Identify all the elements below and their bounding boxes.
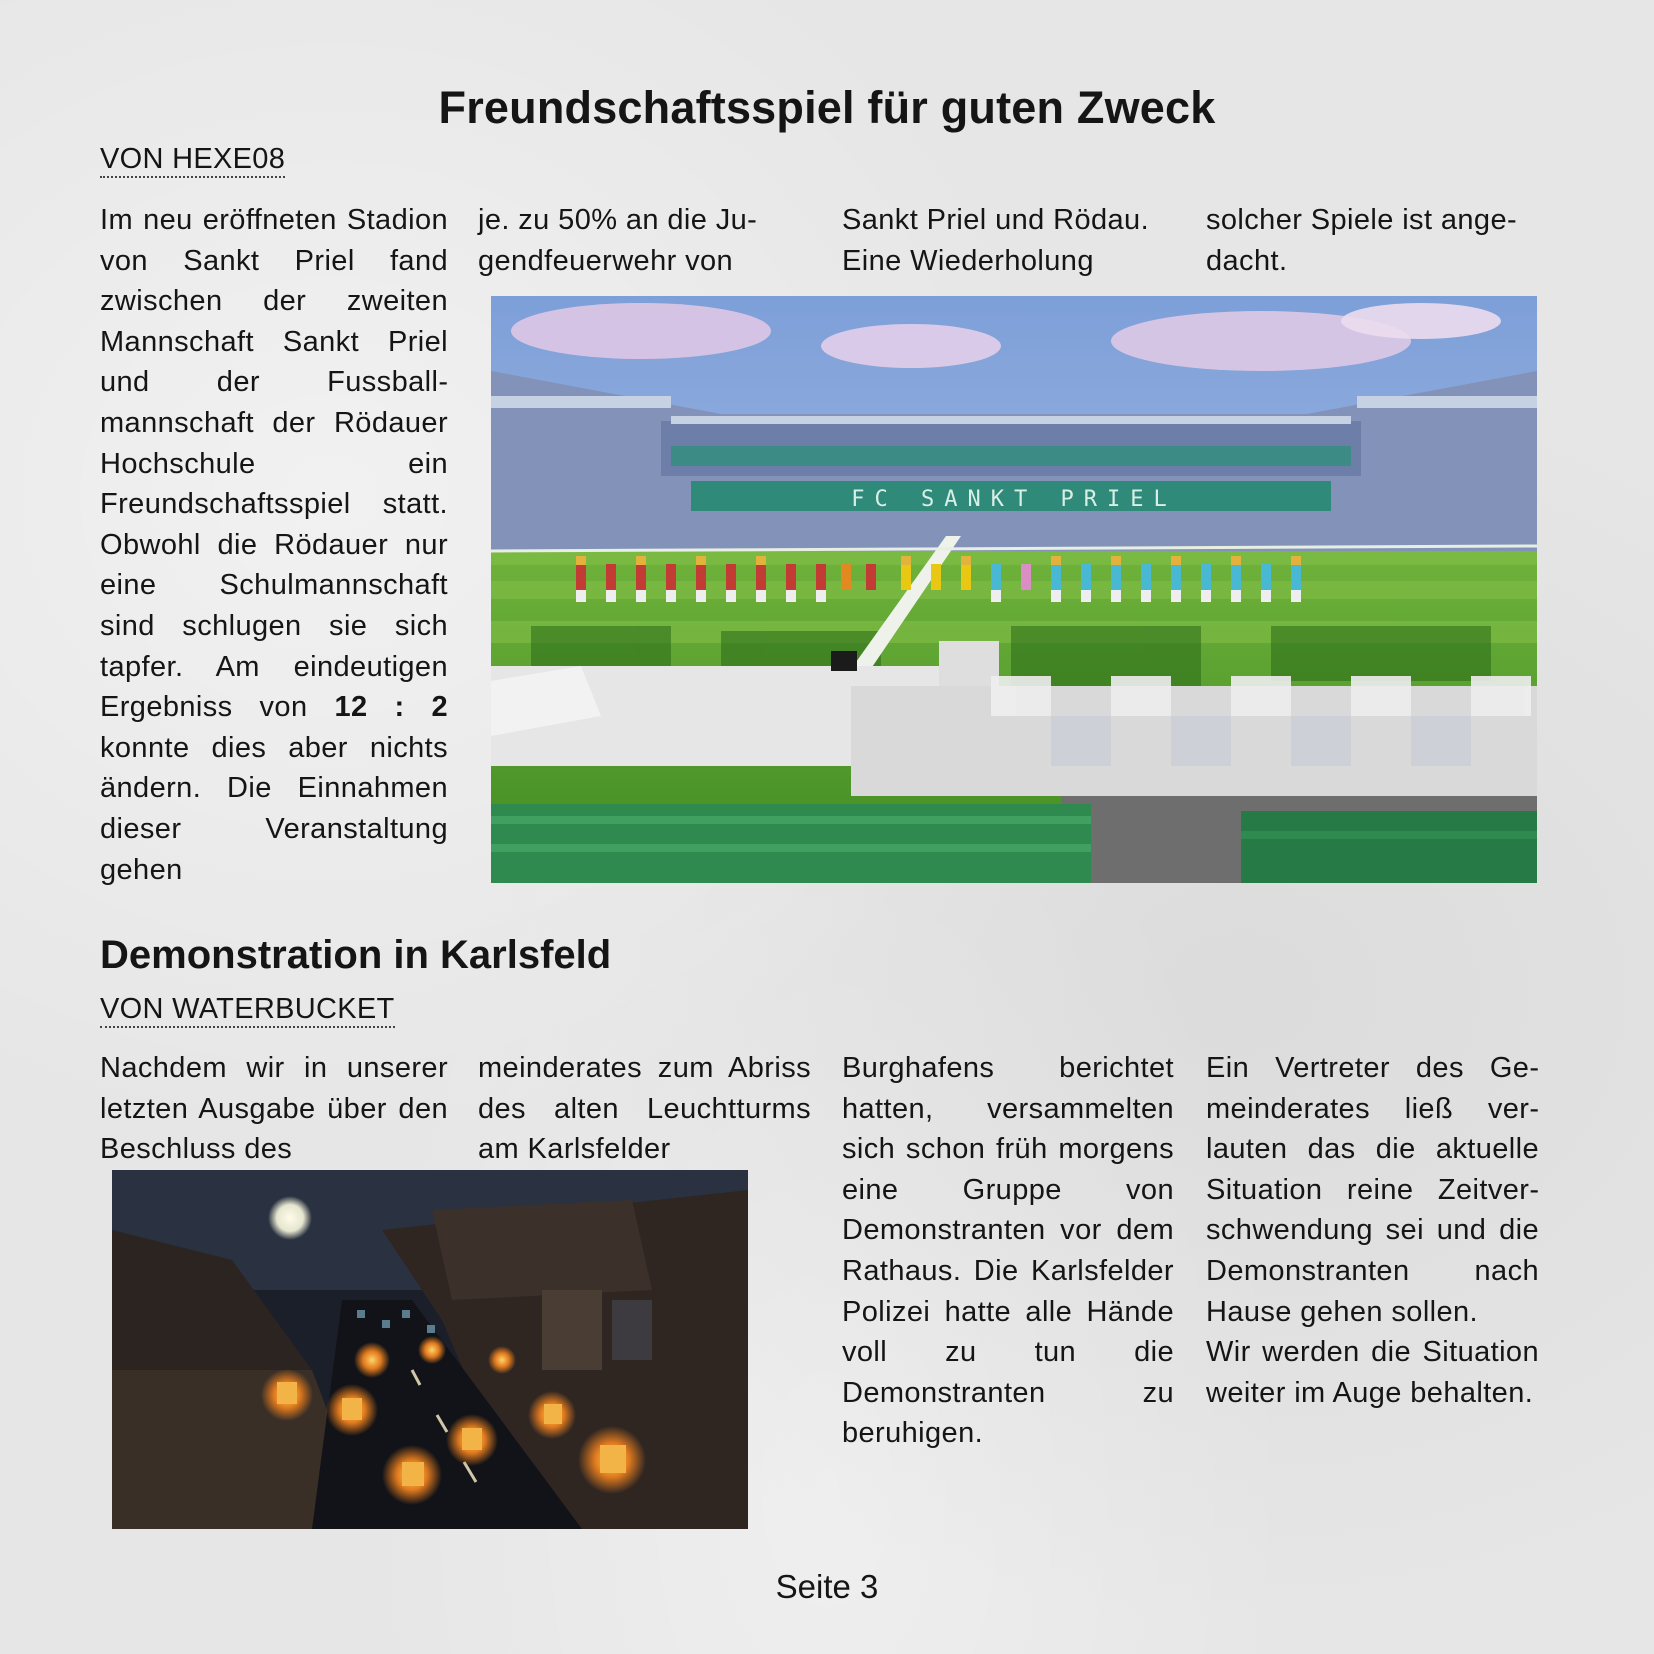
article1-column-3: [842, 200, 1182, 281]
article2-col2-text: meinderates zum Abriss des alten Leuchtturms am Karlsfelder: [478, 1052, 811, 1166]
stadium-banner-text: FC SANKT PRIEL: [851, 487, 1177, 512]
article1-byline: VON HEXE08: [100, 142, 285, 178]
article2-column-1: [100, 1048, 448, 1170]
stadium-photo: [491, 296, 1537, 883]
article2-byline: VON WATERBUCKET: [100, 992, 395, 1028]
article2-col1-text: Nachdem wir in unserer letzten Ausgabe über den Beschluss des: [100, 1052, 448, 1166]
article1-column-2: [478, 200, 778, 281]
article1-col3-text: Sankt Priel und Rödau. Eine Wiederholung: [842, 204, 1150, 277]
article2-column-2: [478, 1048, 811, 1170]
article2-col4-text-b: Wir werden die Situation weiter im Auge behalten.: [1206, 1336, 1539, 1409]
article1-score: 12 : 2: [334, 691, 448, 724]
article2-col4-text-a: Ein Vertreter des Gemeinderates ließ verlauten das die aktuelle Situation reine Zeitverschwendung sei und die Demonstranten nach Hause gehen sollen.: [1206, 1052, 1539, 1328]
article1-title: Freundschaftsspiel für guten Zweck: [438, 82, 1216, 133]
page-number: Seite 3: [775, 1568, 879, 1605]
article2-title: Demonstration in Karlsfeld: [100, 933, 612, 977]
article2-col3-text: Burghafens berichtet hatten, versammelten sich schon früh morgens eine Gruppe von Demonstranten vor dem Rathaus. Die Karlsfelder Polizei hatte alle Hände voll zu tun die Demonstranten zu beruhigen.: [842, 1052, 1174, 1450]
article1-col2-text: je. zu 50% an die Jugendfeuerwehr von: [478, 204, 757, 277]
article1-column-1: [100, 200, 448, 890]
article1-column-4: [1206, 200, 1546, 281]
article2-column-4: [1206, 1048, 1539, 1413]
article2-column-3: [842, 1048, 1174, 1454]
article1-col4-text: solcher Spiele ist angedacht.: [1206, 204, 1517, 277]
article1-col1-text-after: konnte dies aber nichts ändern. Die Einnahmen dieser Veranstaltung gehen: [100, 731, 448, 886]
article1-col1-text-before: Im neu eröffneten Stadion von Sankt Priel fand zwischen der zweiten Mannschaft Sankt Priel und der Fussballmannschaft der Rödauer Hochschule ein Freundschaftsspiel statt. Obwohl die Rödauer nur eine Schulmannschaft sind schlugen sie sich tapfer. Am eindeutigen Ergebniss von: [100, 204, 448, 724]
demonstration-photo: [112, 1170, 748, 1529]
